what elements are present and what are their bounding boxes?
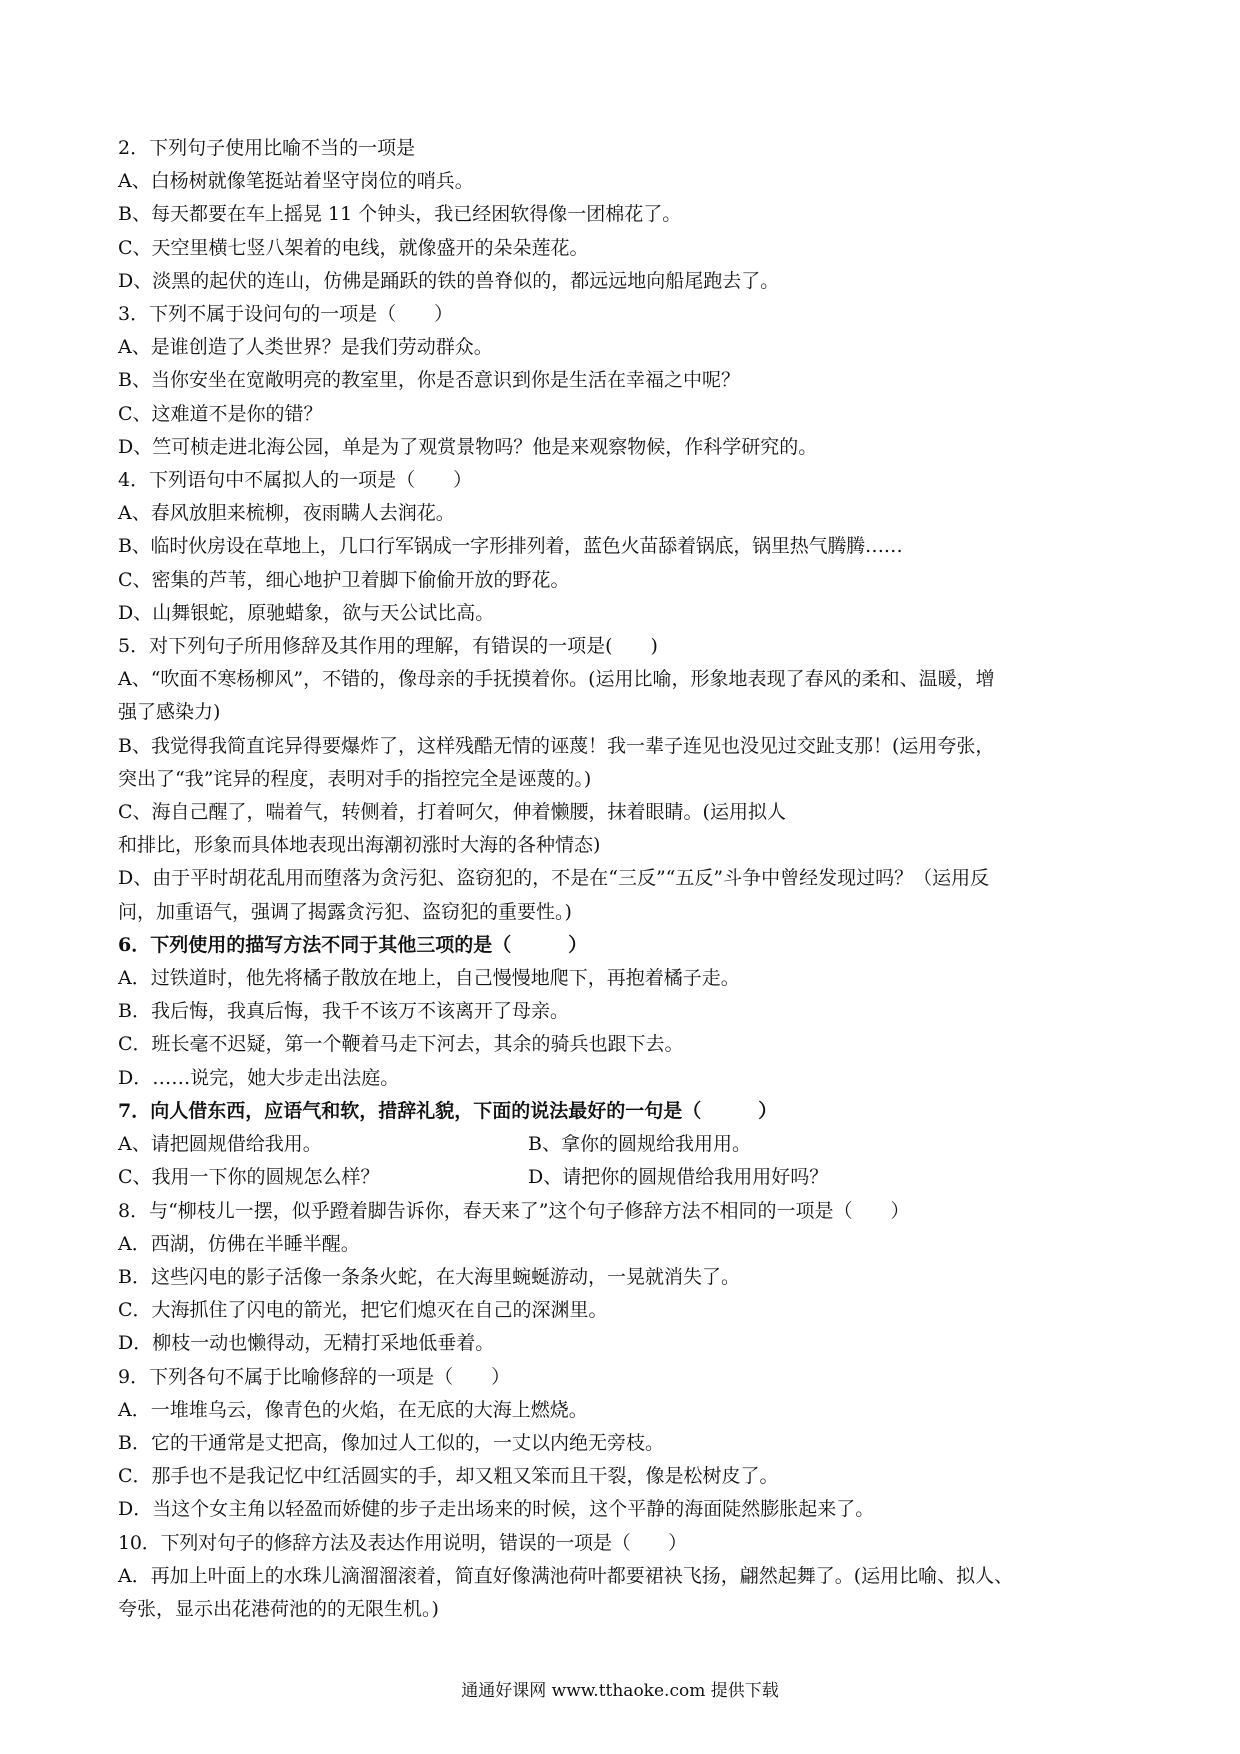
text-line: D、淡黑的起伏的连山，仿佛是踊跃的铁的兽脊似的，都远远地向船尾跑去了。 <box>118 269 780 292</box>
text-line: B、我觉得我简直诧异得要爆炸了，这样残酷无情的诬蔑！我一辈子连见也没见过交趾支那！(运用夸张， <box>118 734 995 757</box>
text-line: B．这些闪电的影子活像一条条火蛇，在大海里蜿蜒游动，一晃就消失了。 <box>118 1265 740 1288</box>
text-line: 强了感染力) <box>118 701 221 724</box>
text-line: 突出了“我”诧异的程度，表明对手的指控完全是诬蔑的。) <box>118 767 592 790</box>
option-right: B、拿你的圆规给我用用。 <box>528 1133 751 1156</box>
text-line: D、山舞银蛇，原驰蜡象，欲与天公试比高。 <box>118 601 495 624</box>
text-line: 夸张，显示出花港荷池的的无限生机。) <box>118 1597 439 1620</box>
text-line: C、天空里横七竖八架着的电线，就像盛开的朵朵莲花。 <box>118 236 589 259</box>
text-line: B、临时伙房设在草地上，几口行军锅成一字形排列着，蓝色火苗舔着锅底，锅里热气腾腾…… <box>118 535 903 558</box>
text-line: 问，加重语气，强调了揭露贪污犯、盗窃犯的重要性。) <box>118 900 572 923</box>
text-line: 和排比，形象而具体地表现出海潮初涨时大海的各种情态) <box>118 834 601 857</box>
text-line: D．当这个女主角以轻盈而娇健的步子走出场来的时候，这个平静的海面陡然膨胀起来了。 <box>118 1498 875 1521</box>
text-line: A．过铁道时，他先将橘子散放在地上，自己慢慢地爬下，再抱着橘子走。 <box>118 967 740 990</box>
text-line: B、每天都要在车上摇晃 11 个钟头，我已经困软得像一团棉花了。 <box>118 203 682 226</box>
exam-page-body <box>118 132 1128 1626</box>
text-line: C．那手也不是我记忆中红活圆实的手，却又粗又笨而且干裂，像是松树皮了。 <box>118 1465 779 1488</box>
text-line: C、海自己醒了，喘着气，转侧着，打着呵欠，伸着懒腰，抹着眼睛。(运用拟人 <box>118 801 786 824</box>
text-line: 9．下列各句不属于比喻修辞的一项是（ ） <box>118 1365 511 1388</box>
text-line: C．班长毫不迟疑，第一个鞭着马走下河去，其余的骑兵也跟下去。 <box>118 1033 684 1056</box>
option-right: D、请把你的圆规借给我用用好吗？ <box>528 1166 829 1189</box>
option-left: C、我用一下你的圆规怎么样？ <box>118 1166 380 1189</box>
text-line: 5．对下列句子所用修辞及其作用的理解，有错误的一项是( ) <box>118 635 658 658</box>
text-line: 6．下列使用的描写方法不同于其他三项的是（ ） <box>118 933 588 956</box>
text-line <box>118 1128 1128 1161</box>
text-line: C、密集的芦苇，细心地护卫着脚下偷偷开放的野花。 <box>118 568 570 591</box>
text-line: 8．与“柳枝儿一摆，似乎蹬着脚告诉你，春天来了”这个句子修辞方法不相同的一项是（ ） <box>118 1199 910 1222</box>
text-line: C、这难道不是你的错？ <box>118 402 323 425</box>
text-line: A、是谁创造了人类世界？是我们劳动群众。 <box>118 336 493 359</box>
text-line: A．西湖，仿佛在半睡半醒。 <box>118 1232 360 1255</box>
text-line: A．一堆堆乌云，像青色的火焰，在无底的大海上燃烧。 <box>118 1398 588 1421</box>
text-line: 7．向人借东西，应语气和软，措辞礼貌，下面的说法最好的一句是（ ） <box>118 1099 778 1122</box>
text-line: B、当你安坐在宽敞明亮的教室里，你是否意识到你是生活在幸福之中呢？ <box>118 369 740 392</box>
text-line: D．……说完，她大步走出法庭。 <box>118 1066 400 1089</box>
page-footer: 通通好课网 www.tthaoke.com 提供下载 <box>461 1681 779 1701</box>
text-line: D、竺可桢走进北海公园，单是为了观赏景物吗？他是来观察物候，作科学研究的。 <box>118 435 818 458</box>
text-line: A、“吹面不寒杨柳风”，不错的，像母亲的手抚摸着你。(运用比喻，形象地表现了春风的柔和、温暖，增 <box>118 668 995 691</box>
text-line: 4．下列语句中不属拟人的一项是（ ） <box>118 469 473 492</box>
option-left: A、请把圆规借给我用。 <box>118 1133 322 1156</box>
text-line: A、白杨树就像笔挺站着坚守岗位的哨兵。 <box>118 170 474 193</box>
text-line: A、春风放胆来梳柳，夜雨瞒人去润花。 <box>118 502 455 525</box>
text-line: 2．下列句子使用比喻不当的一项是 <box>118 137 416 159</box>
text-line <box>118 1161 1128 1194</box>
text-line: A．再加上叶面上的水珠儿滴溜溜滚着，简直好像满池荷叶都要裙袂飞扬，翩然起舞了。(运用比喻、拟人、 <box>118 1564 1014 1587</box>
text-line: D．柳枝一动也懒得动，无精打采地低垂着。 <box>118 1332 495 1355</box>
text-line: B．我后悔，我真后悔，我千不该万不该离开了母亲。 <box>118 1000 569 1023</box>
text-line: B．它的干通常是丈把高，像加过人工似的，一丈以内绝无旁枝。 <box>118 1431 664 1454</box>
text-line: 10．下列对句子的修辞方法及表达作用说明，错误的一项是（ ） <box>118 1531 687 1554</box>
text-line: 3．下列不属于设问句的一项是（ ） <box>118 303 454 326</box>
text-line: C．大海抓住了闪电的箭光，把它们熄灭在自己的深渊里。 <box>118 1299 608 1322</box>
text-line: D、由于平时胡花乱用而堕落为贪污犯、盗窃犯的，不是在“三反”“五反”斗争中曾经发现过吗？（运用反 <box>118 867 990 890</box>
